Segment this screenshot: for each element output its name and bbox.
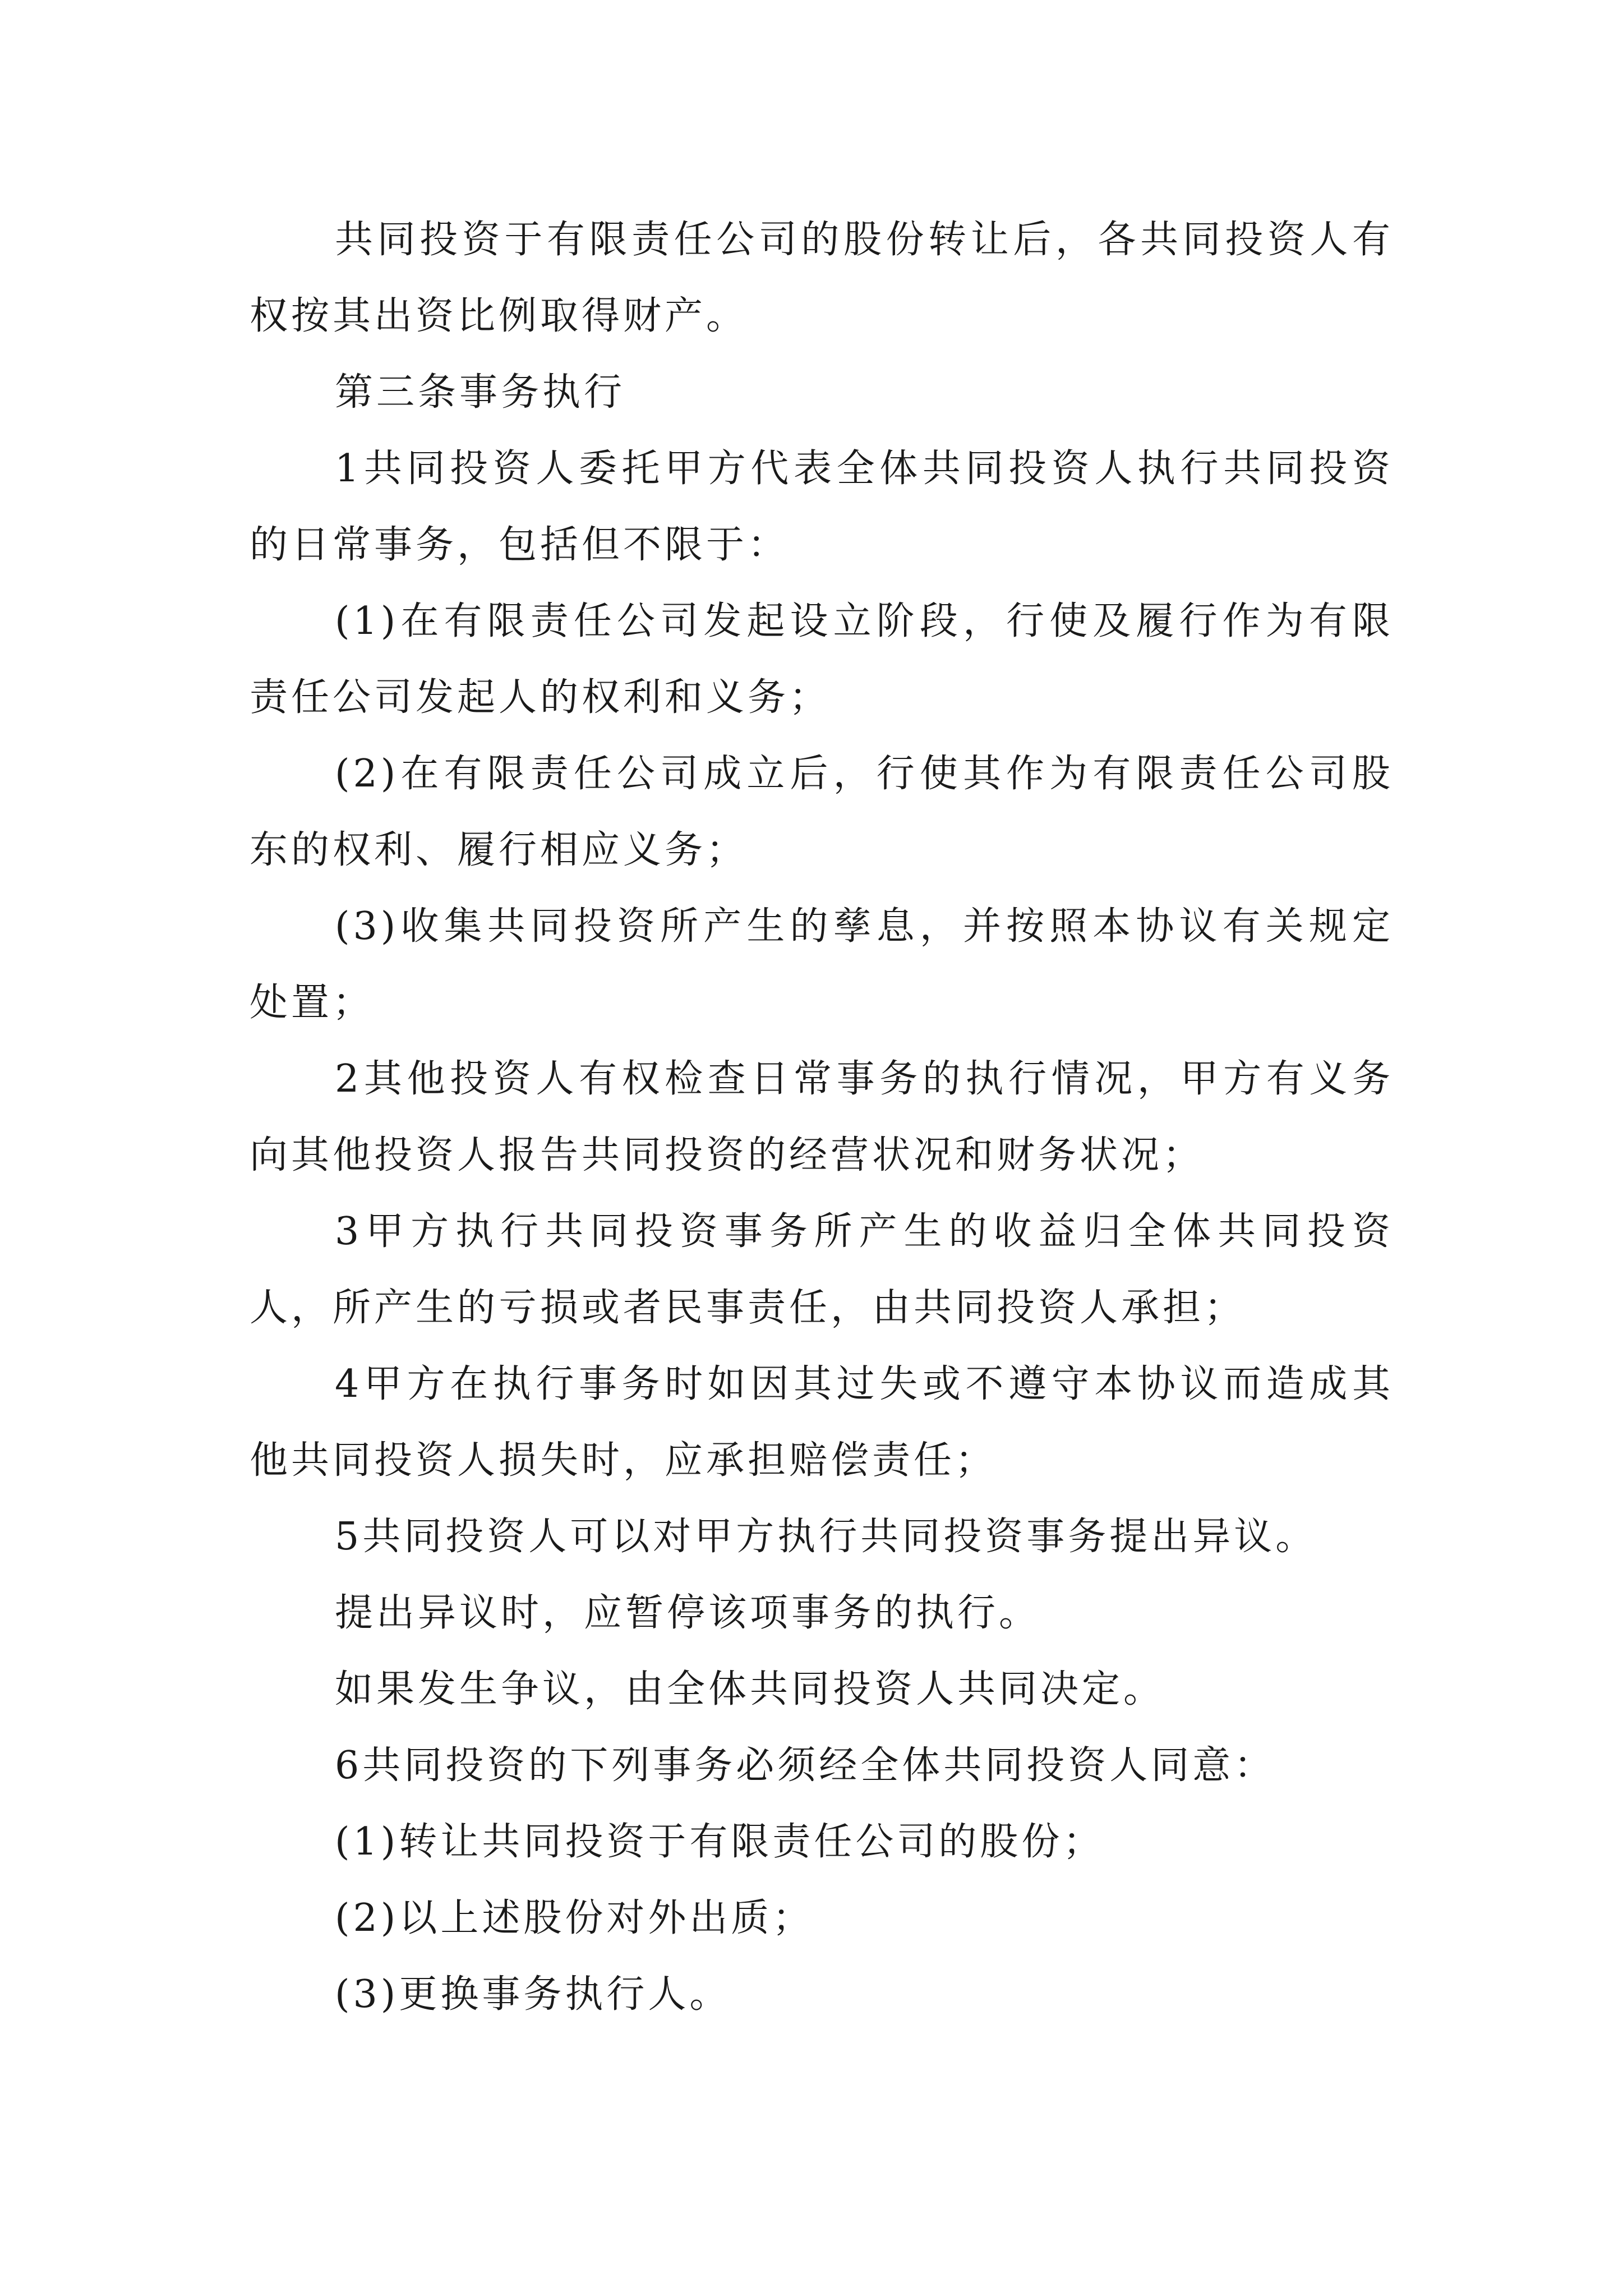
- paragraph-clause-3: 3甲方执行共同投资事务所产生的收益归全体共同投资人，所产生的亏损或者民事责任，由共同投资人承担；: [250, 1209, 1394, 1330]
- section-heading-article-3: 第三条事务执行: [335, 370, 626, 415]
- paragraph-clause-1-item-3: (3)收集共同投资所产生的孳息，并按照本协议有关规定处置；: [250, 904, 1394, 1025]
- paragraph-clause-6-item-2: (2)以上述股份对外出质；: [335, 1896, 814, 1940]
- paragraph-clause-1: 1共同投资人委托甲方代表全体共同投资人执行共同投资的日常事务，包括但不限于：: [250, 447, 1394, 567]
- paragraph-clause-6-item-3: (3)更换事务执行人。: [335, 1972, 731, 2017]
- paragraph-clause-6-item-1: (1)转让共同投资于有限责任公司的股份；: [335, 1820, 1105, 1864]
- paragraph-clause-6: 6共同投资的下列事务必须经全体共同投资人同意：: [335, 1743, 1276, 1788]
- paragraph-share-transfer: 共同投资于有限责任公司的股份转让后，各共同投资人有权按其出资比例取得财产。: [250, 218, 1394, 338]
- paragraph-clause-1-item-2: (2)在有限责任公司成立后，行使其作为有限责任公司股东的权利、履行相应义务；: [250, 752, 1394, 872]
- paragraph-clause-1-item-1: (1)在有限责任公司发起设立阶段，行使及履行作为有限责任公司发起人的权利和义务；: [250, 599, 1394, 720]
- document-body: [250, 202, 1394, 2033]
- paragraph-clause-2: 2其他投资人有权检查日常事务的执行情况，甲方有义务向其他投资人报告共同投资的经营状况和财务状况；: [250, 1057, 1394, 1177]
- paragraph-clause-5: 5共同投资人可以对甲方执行共同投资事务提出异议。: [335, 1515, 1317, 1559]
- paragraph-dispute: 如果发生争议，由全体共同投资人共同决定。: [335, 1667, 1165, 1711]
- paragraph-clause-4: 4甲方在执行事务时如因其过失或不遵守本协议而造成其他共同投资人损失时，应承担赔偿责任；: [250, 1362, 1394, 1483]
- paragraph-objection: 提出异议时，应暂停该项事务的执行。: [335, 1591, 1041, 1635]
